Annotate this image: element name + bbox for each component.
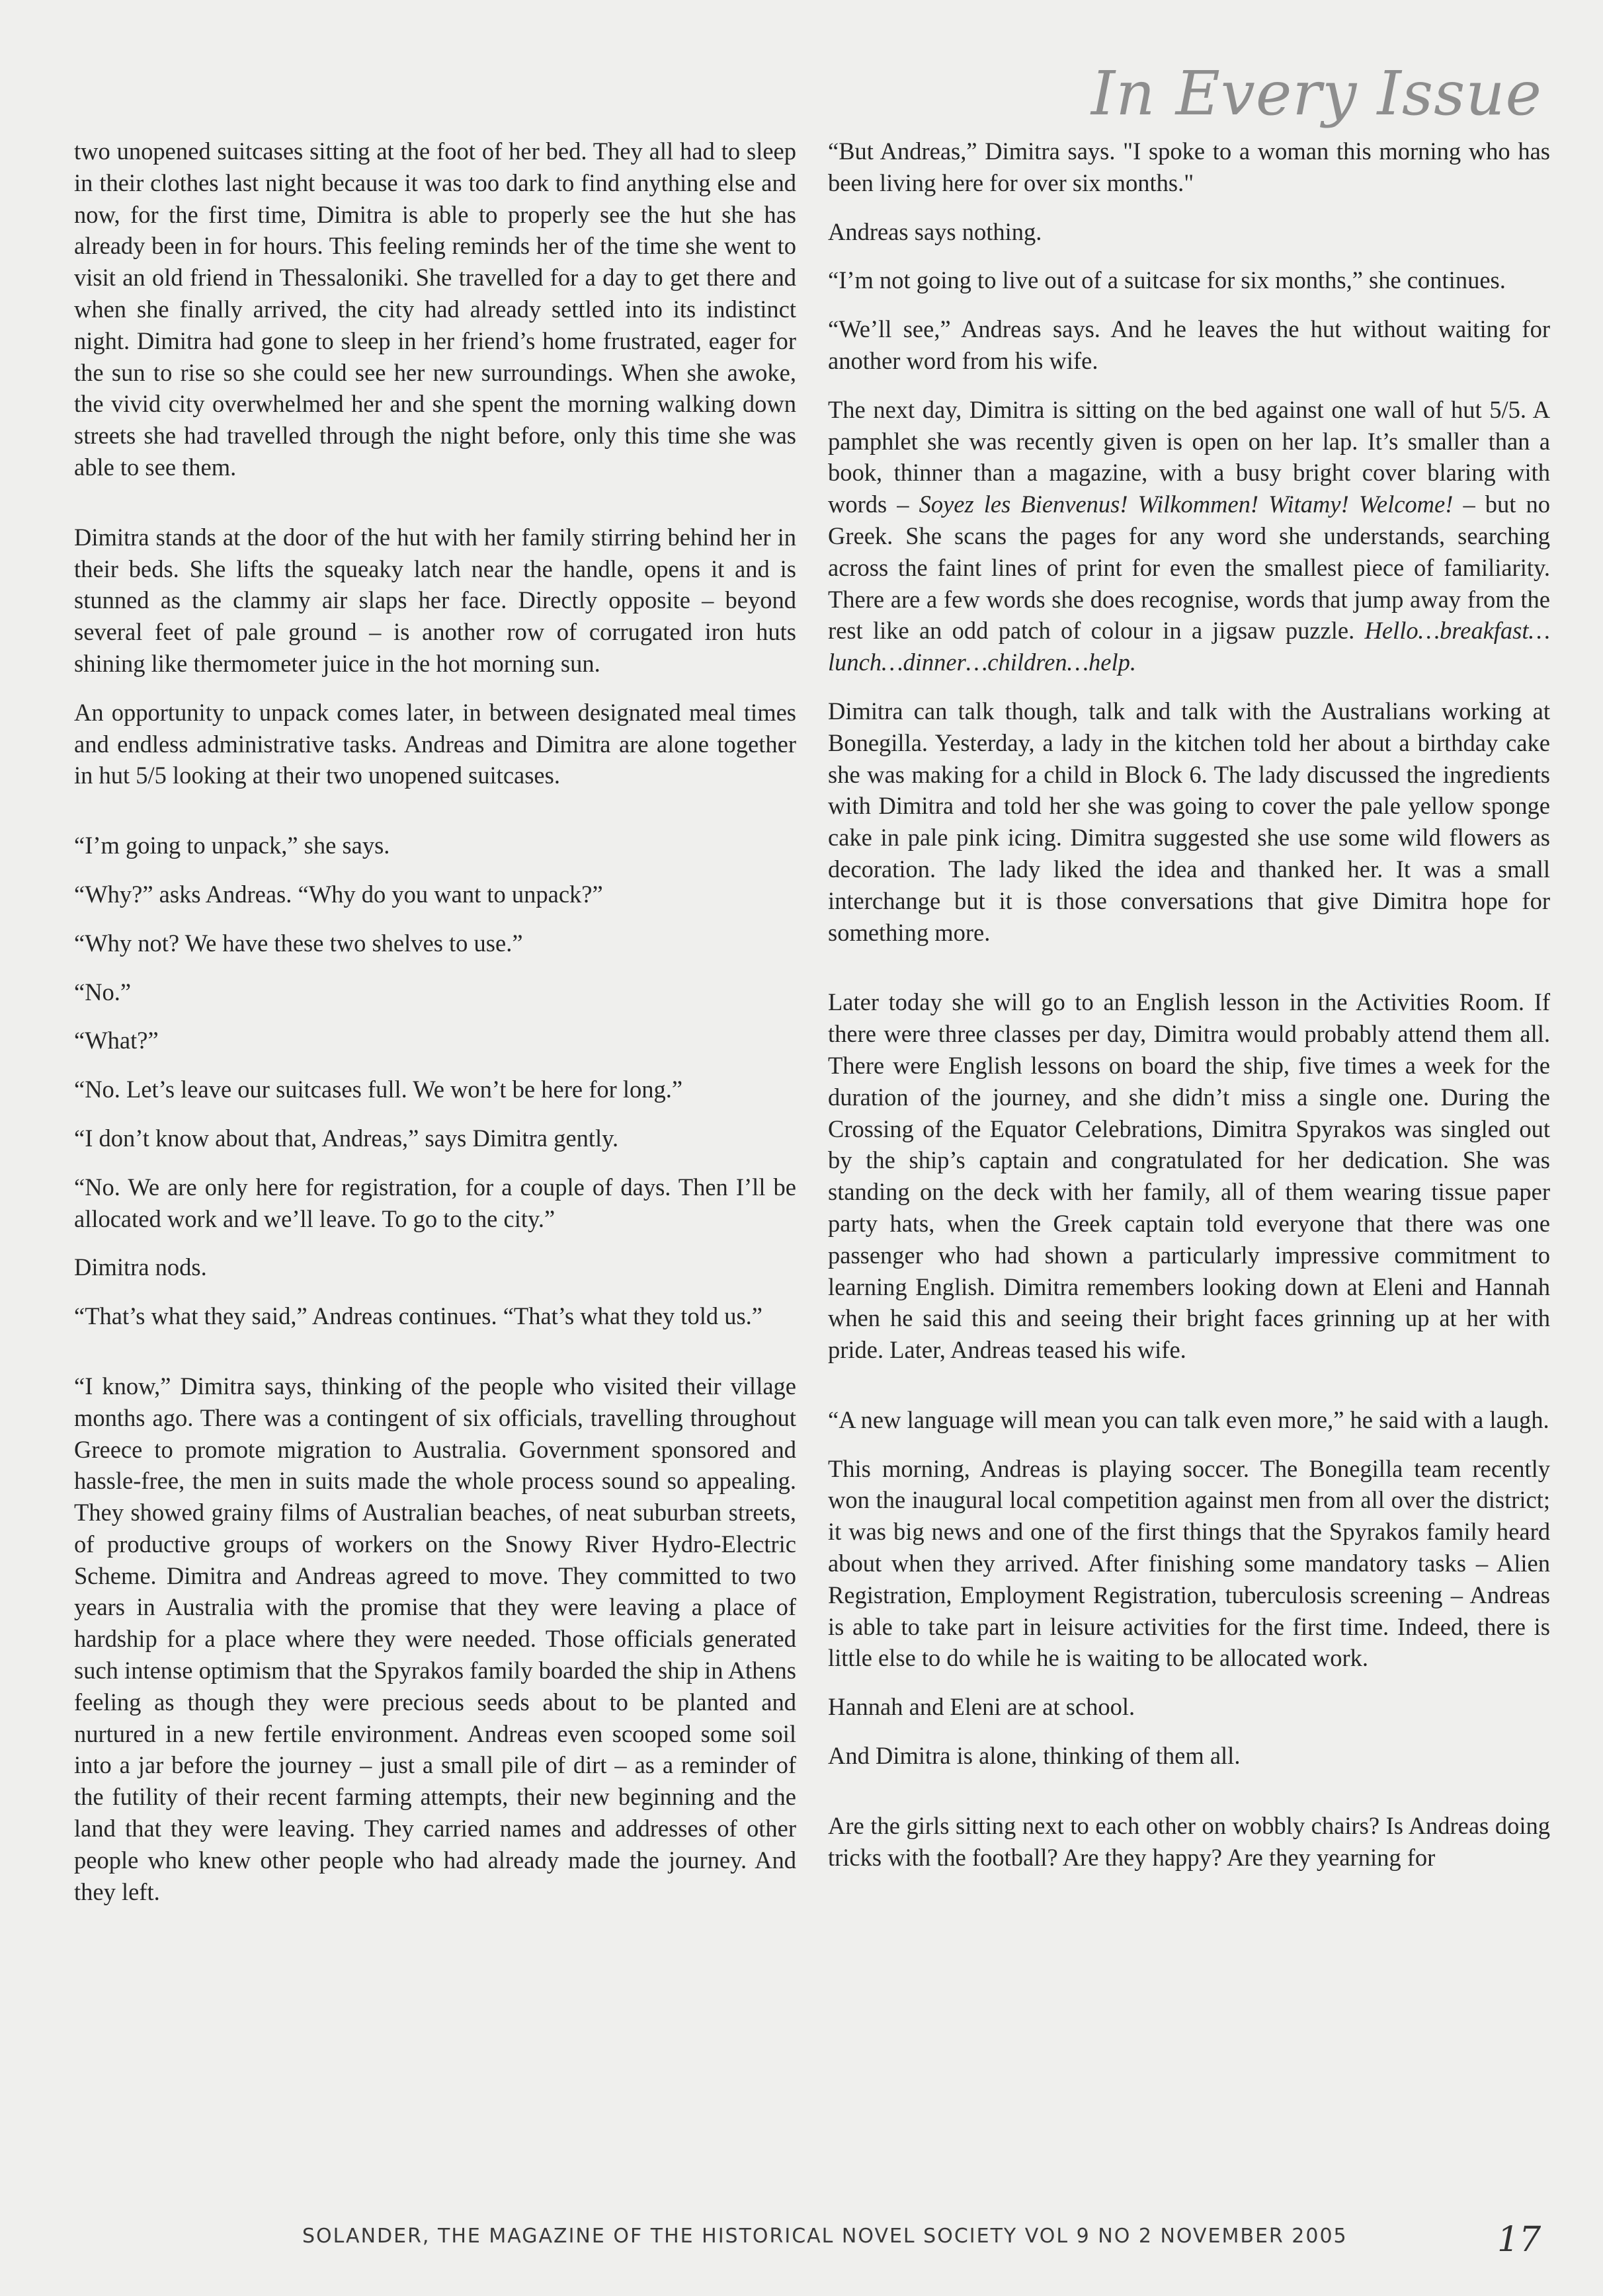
dialogue-line: “I don’t know about that, Andreas,” says Dimitra gently. — [74, 1124, 619, 1152]
paragraph: Later today she will go to an English lesson in the Activities Room. If there were three classes per day, Dimitra would probably attend them all. There were English lessons on board the ship, five times a week for the duration of the journey, and she didn’t miss a single one. During the Crossing of the Equator Celebrations, Dimitra Spyrakos was singled out by the ship’s captain and congratulated for her dedication. She was standing on the deck with her family, all of them wearing tissue paper party hats, when the Greek captain told everyone that there was one passenger who had shown a particularly impressive commitment to learning English. Dimitra remembers looking down at Eleni and Hannah when he said this and seeing their bright faces grinning up at her with pride. Later, Andreas teased his wife. — [828, 988, 1550, 1364]
dialogue-line: “That’s what they said,” Andreas continues. “That’s what they told us.” — [74, 1302, 762, 1330]
pamphlet-words: Hello…breakfast…lunch…dinner…children…help. — [828, 617, 1550, 676]
dialogue-line: “No. We are only here for registration, for a couple of days. Then I’ll be allocated work and we’ll leave. To go to the city.” — [74, 1173, 796, 1232]
footer-citation: SOLANDER, THE MAGAZINE OF THE HISTORICAL NOVEL SOCIETY VOL 9 NO 2 NOVEMBER 2005 — [302, 2225, 1348, 2248]
dialogue-line: “Why?” asks Andreas. “Why do you want to unpack?” — [74, 880, 603, 908]
page-number: 17 — [1497, 2220, 1541, 2260]
paragraph: Dimitra stands at the door of the hut with her family stirring behind her in their beds. She lifts the squeaky latch near the handle, opens it and is stunned as the clammy air slaps her face. Directly opposite – beyond several feet of pale ground – is another row of corrugated iron huts shining like thermometer juice in the hot morning sun. — [74, 523, 796, 677]
dialogue-line: “But Andreas,” Dimitra says. "I spoke to a woman this morning who has been living here for over six months." — [828, 138, 1550, 196]
dialogue-line: Dimitra nods. — [74, 1253, 207, 1281]
right-column — [828, 136, 1550, 1890]
paragraph: This morning, Andreas is playing soccer. The Bonegilla team recently won the inaugural local competition against men from all over the district; it was big news and one of the first things that the Spyrakos family heard about when they arrived. After finishing some mandatory tasks – Alien Registration, Employment Registration, tuberculosis screening – Andreas is able to take part in leisure activities for the first time. Indeed, there is little else to do while he is waiting to be allocated work. — [828, 1454, 1550, 1672]
paragraph: Dimitra can talk though, talk and talk with the Australians working at Bonegilla. Yesterday, a lady in the kitchen told her about a birthday cake she was making for a child in Block 6. The lady discussed the ingredients with Dimitra and told her she was going to cover the pale yellow sponge cake in pale pink icing. Dimitra suggested she use some wild flowers as decoration. The lady liked the idea and thanked her. It was a small interchange but it is those conversations that give Dimitra hope for something more. — [828, 697, 1550, 946]
paragraph: Are the girls sitting next to each other on wobbly chairs? Is Andreas doing tricks with the football? Are they happy? Are they yearning for — [828, 1811, 1550, 1871]
paragraph: And Dimitra is alone, thinking of them all. — [828, 1742, 1241, 1770]
paragraph: “We’ll see,” Andreas says. And he leaves the hut without waiting for another word from his wife. — [828, 315, 1550, 374]
dialogue-line: “Why not? We have these two shelves to use.” — [74, 929, 523, 957]
paragraph: Hannah and Eleni are at school. — [828, 1693, 1135, 1721]
paragraph: two unopened suitcases sitting at the foot of her bed. They all had to sleep in their clothes last night because it was too dark to find anything else and now, for the first time, Dimitra is able to properly see the hut she has already been in for hours. This feeling reminds her of the time she went to visit an old friend in Thessaloniki. She travelled for a day to get there and when she finally arrived, the city had already settled into its indistinct night. Dimitra had gone to sleep in her friend’s home frustrated, eager for the sun to rise so she could see her new surroundings. When she awoke, the vivid city overwhelmed her and she spent the morning walking down streets she had travelled through the night before, only this time she was able to see them. — [74, 138, 796, 481]
paragraph: The next day, Dimitra is sitting on the bed against one wall of hut 5/5. A pamphlet she was recently given is open on her lap. It’s smaller than a book, thinner than a magazine, with a busy bright cover blaring with words – Soyez les Bienvenus! Wilkommen! Witamy! Welcome! – but no Greek. She scans the pages for any word she understands, searching across the faint lines of print for even the smallest piece of familiarity. There are a few words she does recognise, words that jump away from the rest like an odd patch of colour in a jigsaw puzzle. Hello…breakfast…lunch…dinner…children…help. — [828, 395, 1550, 676]
pamphlet-greetings: Soyez les Bienvenus! Wilkommen! Witamy! Welcome! — [919, 491, 1454, 518]
dialogue-line: “I’m not going to live out of a suitcase for six months,” she continues. — [828, 266, 1506, 294]
paragraph: “I know,” Dimitra says, thinking of the people who visited their village months ago. There was a contingent of six officials, travelling throughout Greece to promote migration to Australia. Government sponsored and hassle-free, the men in suits made the whole process sound so appealing. They showed grainy films of Australian beaches, of neat suburban streets, of productive groups of workers on the Snowy River Hydro-Electric Scheme. Dimitra and Andreas agreed to move. They committed to two years in Australia with the promise that they were leaving a place of hardship for a place where they were needed. Those officials generated such intense optimism that the Spyrakos family boarded the ship in Athens feeling as though they were precious seeds about to be planted and nurtured in a new fertile environment. Andreas even scooped some soil into a jar before the journey – just a small pile of dirt – as a reminder of the futility of their recent farming attempts, their new beginning and the land that they were leaving. They carried names and addresses of other people who knew other people who had already made the journey. And they left. — [74, 1372, 796, 1905]
dialogue-line: “A new language will mean you can talk even more,” he said with a laugh. — [828, 1405, 1549, 1433]
section-header: In Every Issue — [1090, 58, 1542, 129]
dialogue-line: “No. Let’s leave our suitcases full. We won’t be here for long.” — [74, 1076, 683, 1103]
dialogue-line: “I’m going to unpack,” she says. — [74, 832, 390, 859]
dialogue-line: “What?” — [74, 1027, 159, 1054]
dialogue-line: Andreas says nothing. — [828, 218, 1042, 245]
left-column — [74, 136, 796, 1924]
dialogue-line: “No.” — [74, 978, 132, 1006]
paragraph: An opportunity to unpack comes later, in between designated meal times and endless administrative tasks. Andreas and Dimitra are alone together in hut 5/5 looking at their two unopened suitcases. — [74, 698, 796, 789]
